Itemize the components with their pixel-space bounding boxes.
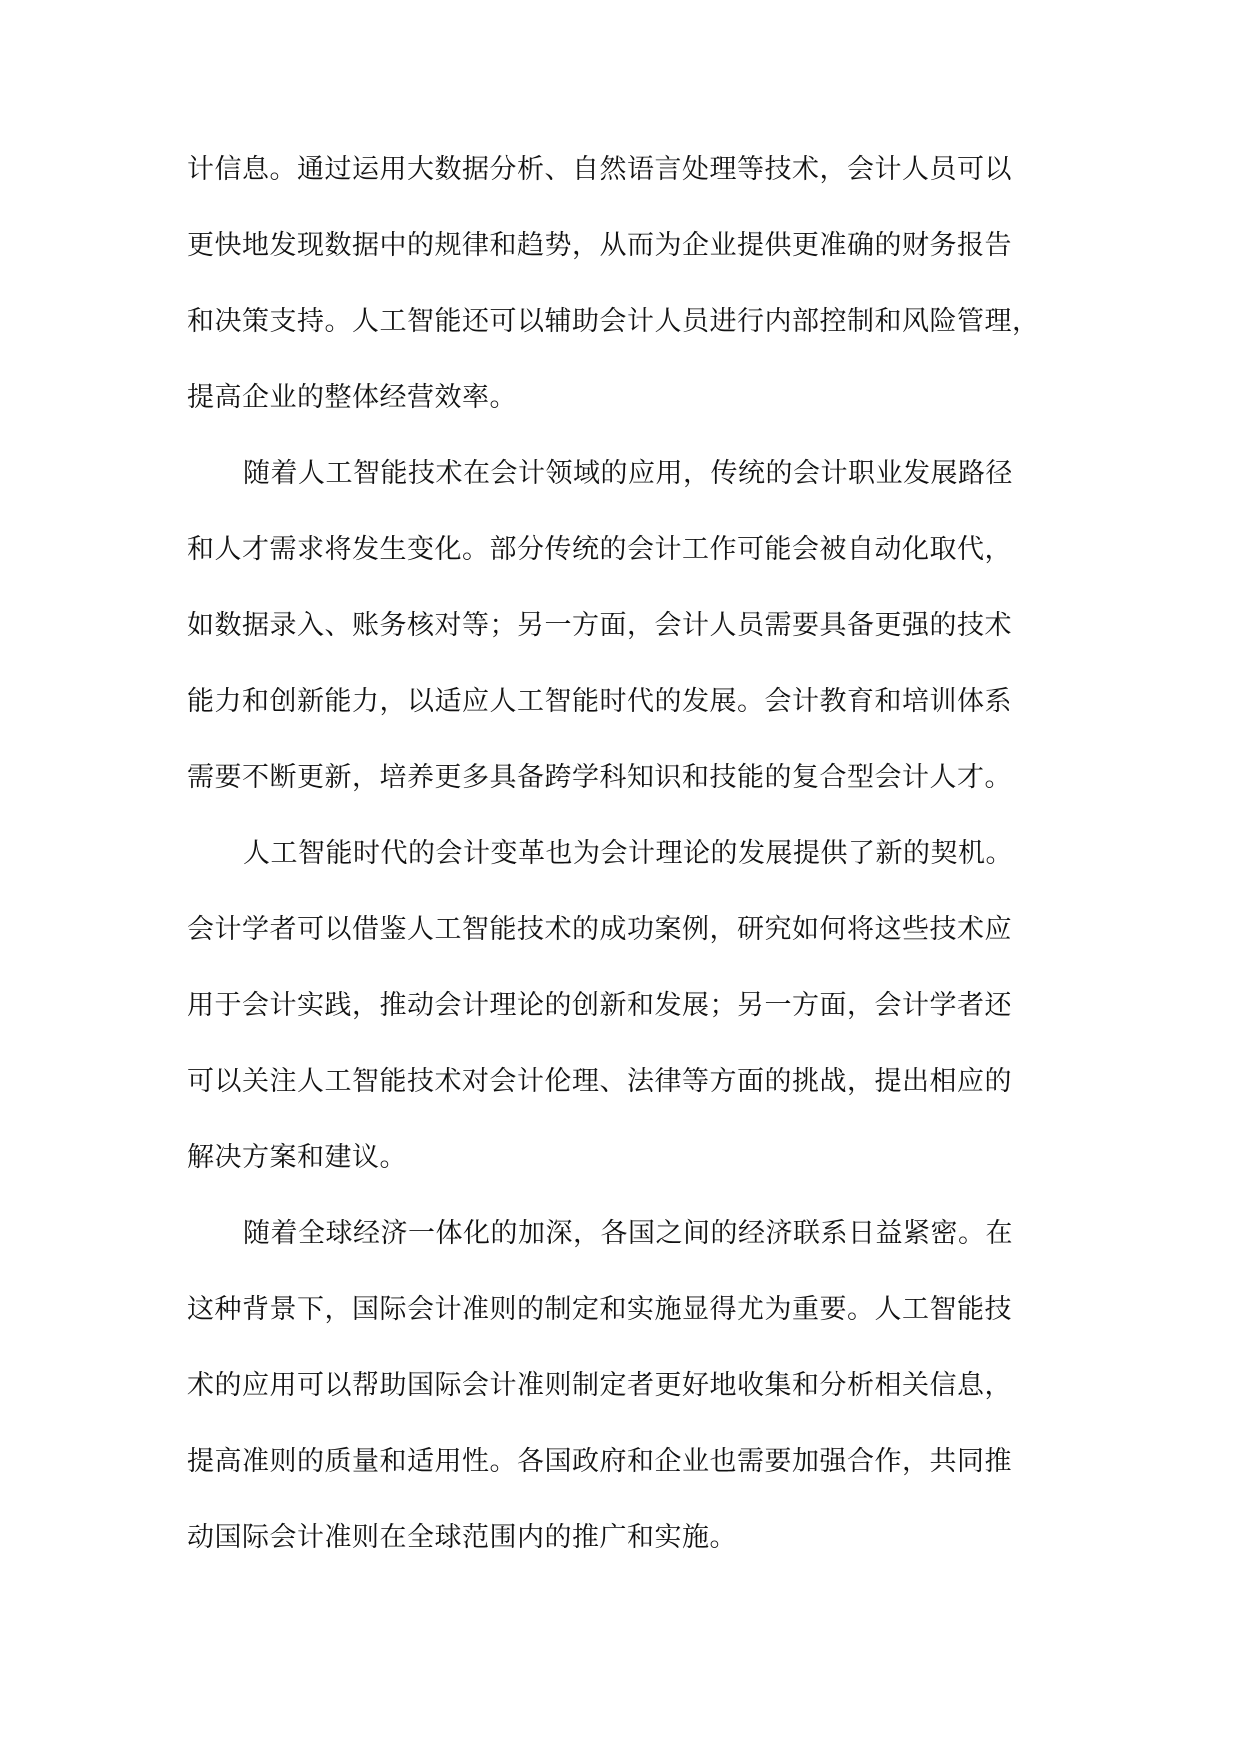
text-line: 这种背景下，国际会计准则的制定和实施显得尤为重要。人工智能技 (187, 1294, 1012, 1325)
text-line: 提高企业的整体经营效率。 (187, 382, 517, 413)
text-line: 用于会计实践，推动会计理论的创新和发展；另一方面，会计学者还 (187, 990, 1012, 1021)
text-line: 可以关注人工智能技术对会计伦理、法律等方面的挑战，提出相应的 (187, 1066, 1012, 1097)
text-line: 动国际会计准则在全球范围内的推广和实施。 (187, 1522, 737, 1553)
text-line: 术的应用可以帮助国际会计准则制定者更好地收集和分析相关信息， (187, 1370, 1012, 1401)
text-line: 随着全球经济一体化的加深，各国之间的经济联系日益紧密。在 (243, 1218, 1013, 1249)
text-line: 如数据录入、账务核对等；另一方面，会计人员需要具备更强的技术 (187, 610, 1012, 641)
text-line: 随着人工智能技术在会计领域的应用，传统的会计职业发展路径 (243, 458, 1013, 489)
text-line: 和人才需求将发生变化。部分传统的会计工作可能会被自动化取代， (187, 534, 1012, 565)
text-line: 计信息。通过运用大数据分析、自然语言处理等技术，会计人员可以 (187, 154, 1012, 185)
text-line: 提高准则的质量和适用性。各国政府和企业也需要加强合作，共同推 (187, 1446, 1012, 1477)
text-line: 解决方案和建议。 (187, 1142, 407, 1173)
text-line: 需要不断更新，培养更多具备跨学科知识和技能的复合型会计人才。 (187, 762, 1012, 793)
text-line: 能力和创新能力，以适应人工智能时代的发展。会计教育和培训体系 (187, 686, 1012, 717)
text-line: 人工智能时代的会计变革也为会计理论的发展提供了新的契机。 (243, 838, 1013, 869)
text-line: 会计学者可以借鉴人工智能技术的成功案例，研究如何将这些技术应 (187, 914, 1012, 945)
text-line: 和决策支持。人工智能还可以辅助会计人员进行内部控制和风险管理， (187, 306, 1040, 337)
text-line: 更快地发现数据中的规律和趋势，从而为企业提供更准确的财务报告 (187, 230, 1012, 261)
